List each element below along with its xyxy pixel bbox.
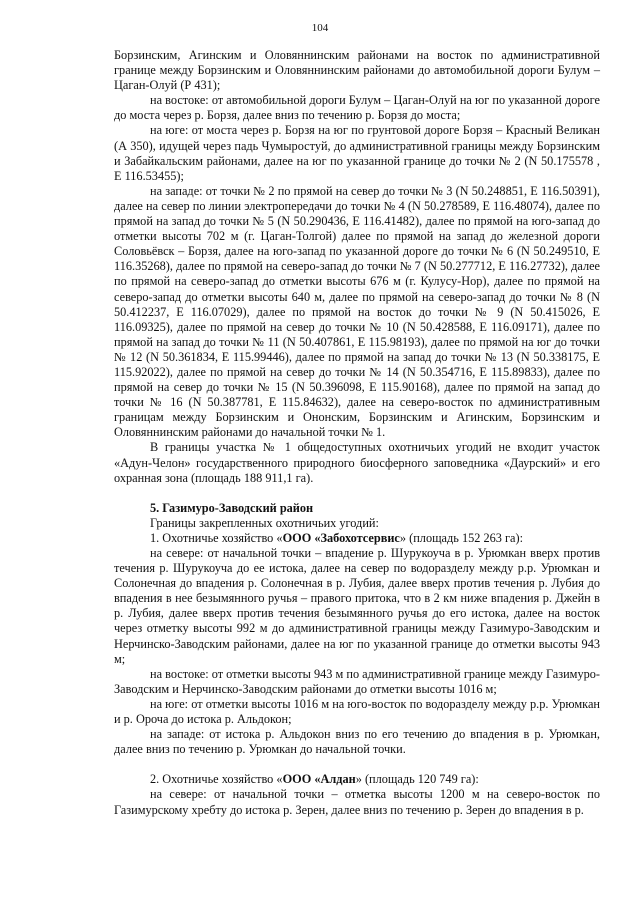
farm-2-name: ООО «Алдан (282, 772, 356, 787)
farm-2-suffix: » (площадь 120 749 га): (355, 772, 479, 787)
paragraph-farm-1-south: на юге: от отметки высоты 1016 м на юго-восток по водоразделу между р.р. Урюмкан и р. Ороча до истока р. Альдокон; (114, 696, 600, 727)
paragraph-east-boundary: на востоке: от автомобильной дороги Булум – Цаган-Олуй на юг по указанной дороге до моста через р. Борзя, далее вниз по течению р. Борзя до моста; (114, 93, 600, 123)
paragraph-farm-1-west: на западе: от истока р. Альдокон вниз по его течению до впадения в р. Урюмкан, далее вниз по течению р. Урюмкан до начальной точки. (114, 727, 600, 757)
farm-1-name: ООО «Забохотсервис (282, 530, 400, 545)
section-heading: 5. Газимуро-Заводский район (150, 500, 314, 515)
paragraph-south-boundary: на юге: от моста через р. Борзя на юг по грунтовой дороге Борзя – Красный Великан (А 350), идущей через падь Чумыростуй, до административной границы между Борзинским и Забайкальским районами, далее на юг по указанной границе до точки № 2 (N 50.175578 , E 116.53455); (114, 123, 600, 183)
paragraph-farm-1-east: на востоке: от отметки высоты 943 м по административной границе между Газимуро-Заводским и Нерчинско-Заводским районами до отметки высоты 1016 м; (114, 666, 600, 696)
paragraph-boundaries-intro: Границы закрепленных охотничьих угодий: (150, 515, 379, 530)
paragraph-west-boundary: на западе: от точки № 2 по прямой на север до точки № 3 (N 50.248851, E 116.50391), далее на север по линии электропередачи до точки № 4 (N 50.278589, E 116.48074), далее по прямой на запад до точки № 5 (N 50.290436, E 116.41482), далее по прямой на юго-запад до отметки высоты 702 м (г. Цаган-Толгой) далее по прямой на запад до железной дороги Соловьёвск – Борзя, далее на юго-запад по указанной дороге до точки № 6 (N 50.249510, E 116.35268), далее по прямой на северо-запад до точки № 7 (N 50.277712, E 116.27732), далее по прямой на северо-запад до отметки высоты 676 м (г. Кулусу-Нор), далее по прямой на северо-запад до отметки высоты 640 м, далее по прямой на северо-запад до точки № 8 (N 50.412237, E 116.07029), далее по прямой на восток до точки № 9 (N 50.415026, E 116.09325), далее по прямой на север до точки № 10 (N 50.428588, E 116.09171), далее по прямой на запад до точки № 11 (N 50.407861, E 115.98193), далее по прямой на юг до точки № 12 (N 50.361834, E 115.99446), далее по прямой на запад до точки № 13 (N 50.338175, E 115.92022), далее по прямой на север до точки № 14 (N 50.354716, E 115.89833), далее по прямой на север до точки № 15 (N 50.396098, E 115.90168), далее по прямой на запад до точки № 16 (N 50.387781, E 115.84632), далее на северо-восток по административным границам между Борзинским и Ононским, Борзинским и Агинским, Борзинским и Оловяннинским районами до начальной точки № 1. (114, 183, 600, 440)
paragraph-exclusion-note: В границы участка № 1 общедоступных охотничьих угодий не входит участок «Адун-Челон» государственного природного биосферного заповедника «Даурский» и его охранная зона (площадь 188 911,1 га). (114, 440, 600, 485)
section-spacer (114, 486, 600, 501)
paragraph-farm-1-north: на севере: от начальной точки – впадение р. Шурукоуча в р. Урюмкан вверх против течения р. Шурукоуча до ее истока, далее на север по водоразделу между р.р. Урюмкан и Солонечная до впадения р. Солонечная в р. Лубия, далее вверх против течения р. Лубия до впадения в нее безымянного ручья – правого притока, что в 2 км ниже впадения р. Джейн в р. Лубия, далее вверх против течения безымянного ручья до его истока, далее на восток через отметку высоты 992 м до административной границы между Газимуро-Заводским и Нерчинско-Заводским районами, далее на юг по указанной границе до отметки высоты 943 м; (114, 546, 600, 666)
farm-1-suffix: » (площадь 152 263 га): (399, 530, 524, 545)
paragraph-continuation: Борзинским, Агинским и Оловяннинским районами на восток по административной границе между Борзинским и Оловяннинским районами до автомобильной дороги Булум – Цаган-Олуй (Р 431); (114, 48, 600, 93)
paragraph-farm-2-north: на севере: от начальной точки – отметка высоты 1200 м на северо-восток по Газимурскому хребту до истока р. Зерен, далее вниз по течению р. Зерен до впадения в р. (114, 787, 600, 817)
farm-1-prefix: 1. Охотничье хозяйство « (150, 530, 283, 545)
farm-2-prefix: 2. Охотничье хозяйство « (150, 772, 283, 787)
paragraph-farm-1-title (114, 531, 600, 546)
document-body (114, 48, 600, 818)
page-number: 104 (311, 22, 329, 34)
section-spacer-2 (114, 757, 600, 772)
paragraph-farm-2-title (114, 772, 600, 787)
